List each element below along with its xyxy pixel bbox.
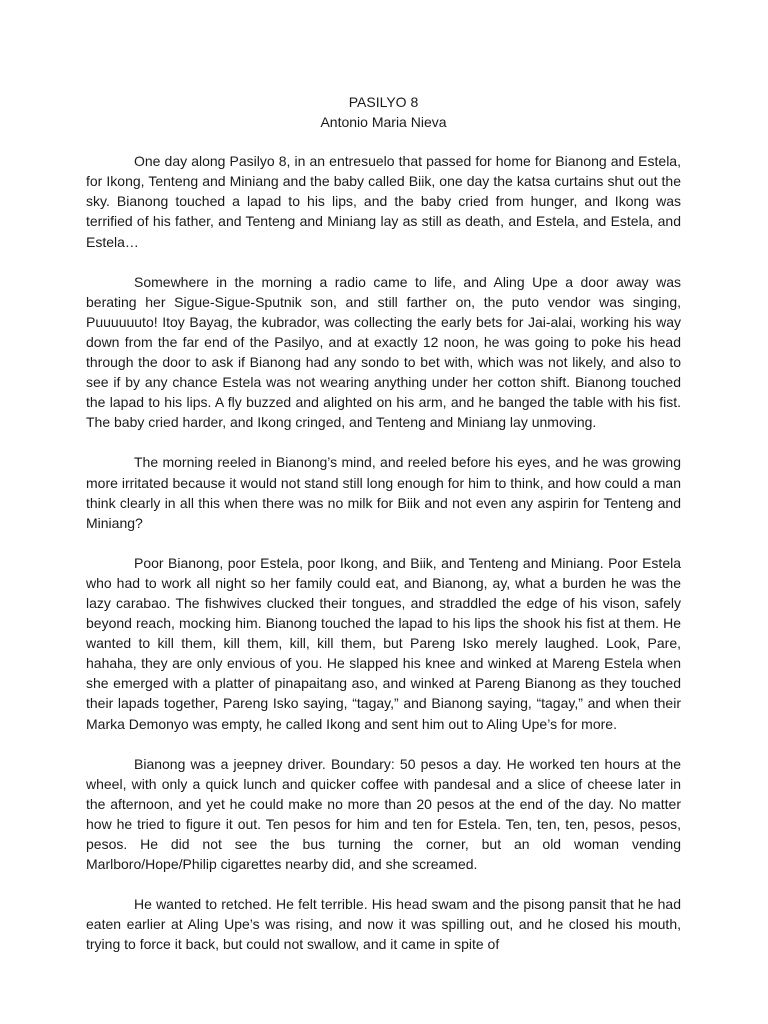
- paragraph: Bianong was a jeepney driver. Boundary: 50 pesos a day. He worked ten hours at the wheel, with only a quick lunch and quicker coffee with pandesal and a slice of cheese later in the afternoon, and yet he could make no more than 20 pesos at the end of the day. No matter how he tried to figure it out. Ten pesos for him and ten for Estela. Ten, ten, ten, pesos, pesos, pesos. He did not see the bus turning the corner, but an old woman vending Marlboro/Hope/Philip cigarettes nearby did, and she screamed.: [86, 755, 681, 873]
- document-author: Antonio Maria Nieva: [320, 114, 447, 131]
- paragraph: He wanted to retched. He felt terrible. His head swam and the pisong pansit that he had eaten earlier at Aling Upe’s was rising, and now it was spilling out, and he closed his mouth, trying to force it back, but could not swallow, and it came in spite of: [86, 896, 681, 953]
- paragraph: Somewhere in the morning a radio came to life, and Aling Upe a door away was berating her Sigue-Sigue-Sputnik son, and still farther on, the puto vendor was singing, Puuuuuuto! Itoy Bayag, the kubrador, was collecting the early bets for Jai-alai, working his way down from the far end of the Pasilyo, and at exactly 12 noon, he was going to poke his head through the door to ask if Bianong had any sondo to bet with, which was not likely, and also to see if by any chance Estela was not wearing anything under her cotton shift. Bianong touched the lapad to his lips. A fly buzzed and alighted on his arm, and he banged the table with his fist. The baby cried harder, and Ikong cringed, and Tenteng and Miniang lay unmoving.: [86, 273, 681, 431]
- paragraph: Poor Bianong, poor Estela, poor Ikong, and Biik, and Tenteng and Miniang. Poor Estela who had to work all night so her family could eat, and Bianong, ay, what a burden he was the lazy carabao. The fishwives clucked their tongues, and straddled the edge of his vison, safely beyond reach, mocking him. Bianong touched the lapad to his lips the shook his fist at them. He wanted to kill them, kill them, kill, kill them, but Pareng Isko merely laughed. Look, Pare, hahaha, they are only envious of you. He slapped his knee and winked at Mareng Estela when she emerged with a platter of pinapaitang aso, and winked at Pareng Bianong as they touched their lapads together, Pareng Isko saying, “tagay,” and Bianong saying, “tagay,” and when their Marka Demonyo was empty, he called Ikong and sent him out to Aling Upe’s for more.: [86, 554, 681, 732]
- document-page: [86, 92, 681, 954]
- paragraph: The morning reeled in Bianong’s mind, and reeled before his eyes, and he was growing more irritated because it would not stand still long enough for him to think, and how could a man think clearly in all this when there was no milk for Biik and not even any aspirin for Tenteng and Miniang?: [86, 454, 681, 531]
- paragraph: One day along Pasilyo 8, in an entresuelo that passed for home for Bianong and Estela, for Ikong, Tenteng and Miniang and the baby called Biik, one day the katsa curtains shut out the sky. Bianong touched a lapad to his lips, and the baby cried from hunger, and Ikong was terrified of his father, and Tenteng and Miniang lay as still as death, and Estela, and Estela, and Estela…: [86, 153, 681, 250]
- document-title: PASILYO 8: [348, 94, 419, 110]
